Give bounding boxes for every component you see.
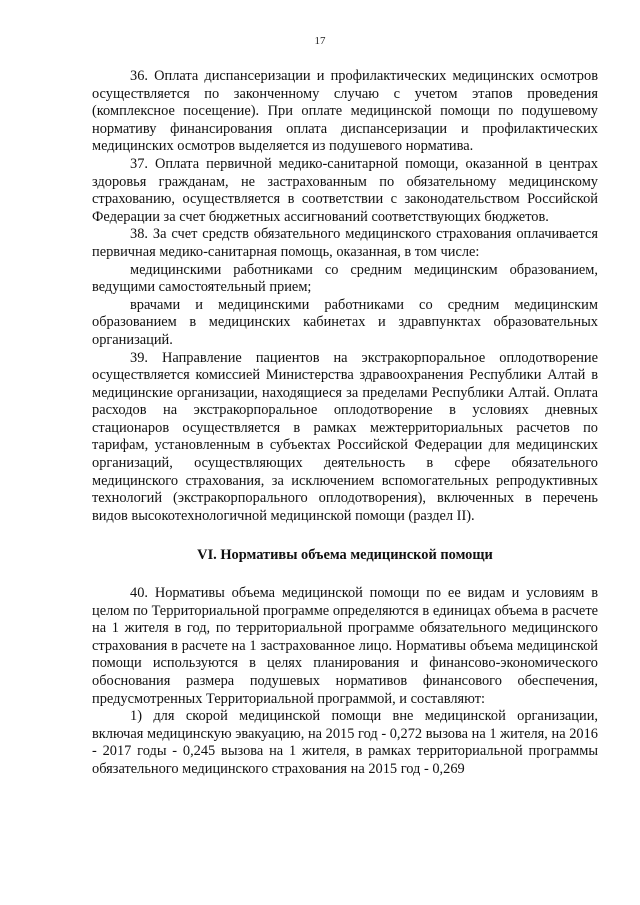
section-heading: VI. Нормативы объема медицинской помощи: [197, 547, 493, 564]
page-number: 17: [314, 35, 326, 47]
paragraph-40-item-1: 1) для скорой медицинской помощи вне медицинской организации, включая медицинскую эвакуацию, на 2015 год - 0,272 вызова на 1 жителя, на 2016 - 2017 годы - 0,245 вызова на 1 жителя, в рамках территориальной программы обязательного медицинского страхования на 2015 год - 0,269: [92, 708, 598, 777]
paragraph-39: 39. Направление пациентов на экстракорпоральное оплодотворение осуществляется комиссией Министерства здравоохранения Республики Алтай в медицинские организации, находящиеся за пределами Республики Алтай. Оплата расходов на экстракорпоральное оплодотворение в условиях дневных стационаров осуществляется в рамках межтерриториальных расчетов по тарифам, установленным в субъектах Российской Федерации для медицинских организаций, осуществляющих деятельность в сфере обязательного медицинского страхования, за исключением вспомогательных репродуктивных технологий (экстракорпорального оплодотворения), включенных в перечень видов высокотехнологичной медицинской помощи (раздел II).: [92, 349, 598, 524]
paragraph-38: 38. За счет средств обязательного медицинского страхования оплачивается первичная медико-санитарная помощь, оказанная, в том числе:: [92, 226, 598, 260]
paragraph-36: 36. Оплата диспансеризации и профилактических медицинских осмотров осуществляется по законченному случаю с учетом этапов проведения (комплексное посещение). При оплате медицинской помощи по подушевому нормативу финансирования оплата диспансеризации и профилактических медицинских осмотров выделяется из подушевого норматива.: [92, 68, 598, 155]
paragraph-40: 40. Нормативы объема медицинской помощи по ее видам и условиям в целом по Территориальной программе определяются в единицах объема в расчете на 1 жителя в год, по территориальной программе обязательного медицинского страхования в расчете на 1 застрахованное лицо. Нормативы объема медицинской помощи используются в целях планирования и финансово-экономического обоснования размера подушевых нормативов финансового обеспечения, предусмотренных Территориальной программой, и составляют:: [92, 585, 598, 707]
document-body: [92, 68, 598, 779]
paragraph-38-item-1: медицинскими работниками со средним медицинским образованием, ведущими самостоятельный прием;: [92, 261, 598, 296]
paragraph-37: 37. Оплата первичной медико-санитарной помощи, оказанной в центрах здоровья гражданам, не застрахованным по обязательному медицинскому страхованию, осуществляется в соответствии с законодательством Российской Федерации за счет бюджетных ассигнований соответствующих бюджетов.: [92, 155, 598, 225]
paragraph-38-item-2: врачами и медицинскими работниками со средним медицинским образованием в медицинских кабинетах и здравпунктах образовательных организаций.: [92, 296, 598, 348]
